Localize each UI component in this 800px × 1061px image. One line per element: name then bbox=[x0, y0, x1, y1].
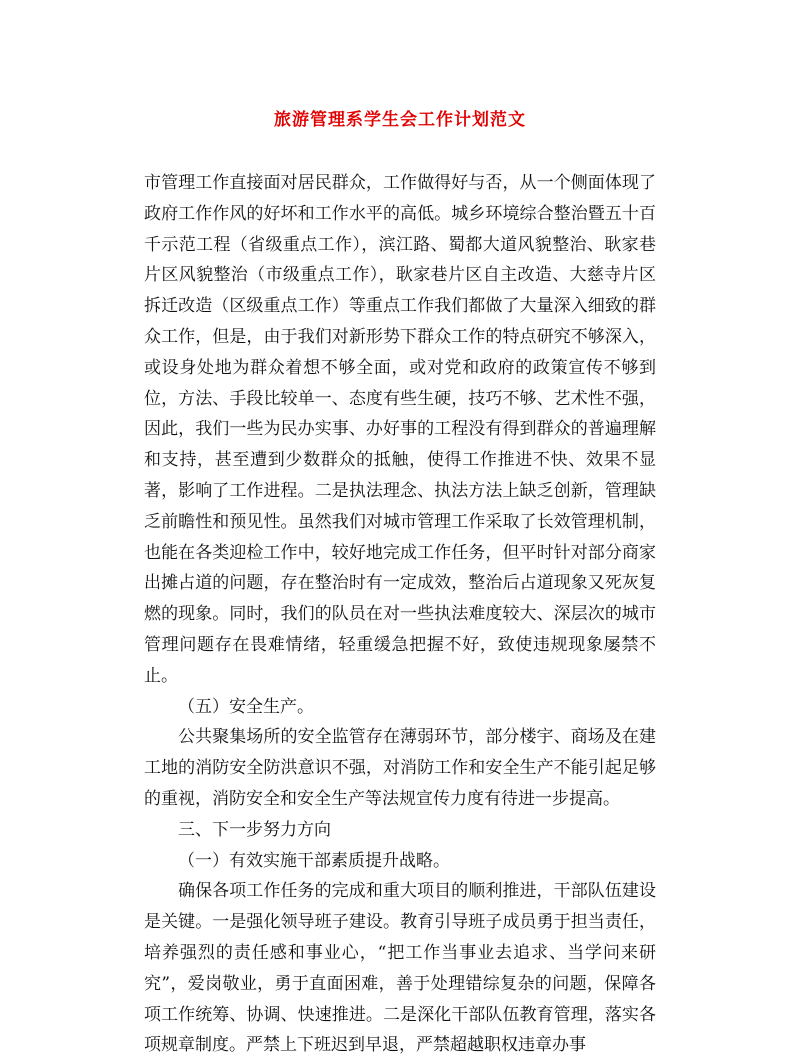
document-title: 旅游管理系学生会工作计划范文 bbox=[274, 110, 526, 130]
heading-next-steps: 三、下一步努力方向 bbox=[178, 819, 331, 840]
heading-cadre-quality: （一）有效实施干部素质提升战略。 bbox=[178, 850, 450, 871]
document-body bbox=[144, 168, 656, 1061]
heading-safety-production: （五）安全生产。 bbox=[178, 696, 314, 717]
paragraph-city-management: 市管理工作直接面对居民群众，工作做得好与否，从一个侧面体现了政府工作作风的好坏和工作水平的高低。城乡环境综合整治暨五十百千示范工程（省级重点工作），滨江路、蜀都大道风貌整治、耿家巷片区风貌整治（市级重点工作），耿家巷片区自主改造、大慈寺片区拆迁改造（区级重点工作）等重点工作我们都做了大量深入细致的群众工作，但是，由于我们对新形势下群众工作的特点研究不够深入，或设身处地为群众着想不够全面，或对党和政府的政策宣传不够到位，方法、手段比较单一、态度有些生硬，技巧不够、艺术性不强，因此，我们一些为民办实事、办好事的工程没有得到群众的普遍理解和支持，甚至遭到少数群众的抵触，使得工作推进不快、效果不显著，影响了工作进程。二是执法理念、执法方法上缺乏创新，管理缺乏前瞻性和预见性。虽然我们对城市管理工作采取了长效管理机制，也能在各类迎检工作中，较好地完成工作任务，但平时针对部分商家出摊占道的问题，存在整治时有一定成效，整治后占道现象又死灰复燃的现象。同时，我们的队员在对一些执法难度较大、深层次的城市管理问题存在畏难情绪，轻重缓急把握不好，致使违规现象屡禁不止。 bbox=[144, 173, 656, 686]
paragraph-cadre-building: 确保各项工作任务的完成和重大项目的顺利推进，干部队伍建设是关键。一是强化领导班子建设。教育引导班子成员勇于担当责任，培养强烈的责任感和事业心，“把工作当事业去追求、当学问来研究”，爱岗敬业，勇于直面困难，善于处理错综复杂的问题，保障各项工作统筹、协调、快速推进。二是深化干部队伍教育管理，落实各项规章制度。严禁上下班迟到早退，严禁超越职权违章办事 bbox=[144, 881, 656, 1056]
paragraph-safety-supervision: 公共聚集场所的安全监管存在薄弱环节，部分楼宇、商场及在建工地的消防安全防洪意识不强，对消防工作和安全生产不能引起足够的重视，消防安全和安全生产等法规宣传力度有待进一步提高。 bbox=[144, 727, 656, 809]
